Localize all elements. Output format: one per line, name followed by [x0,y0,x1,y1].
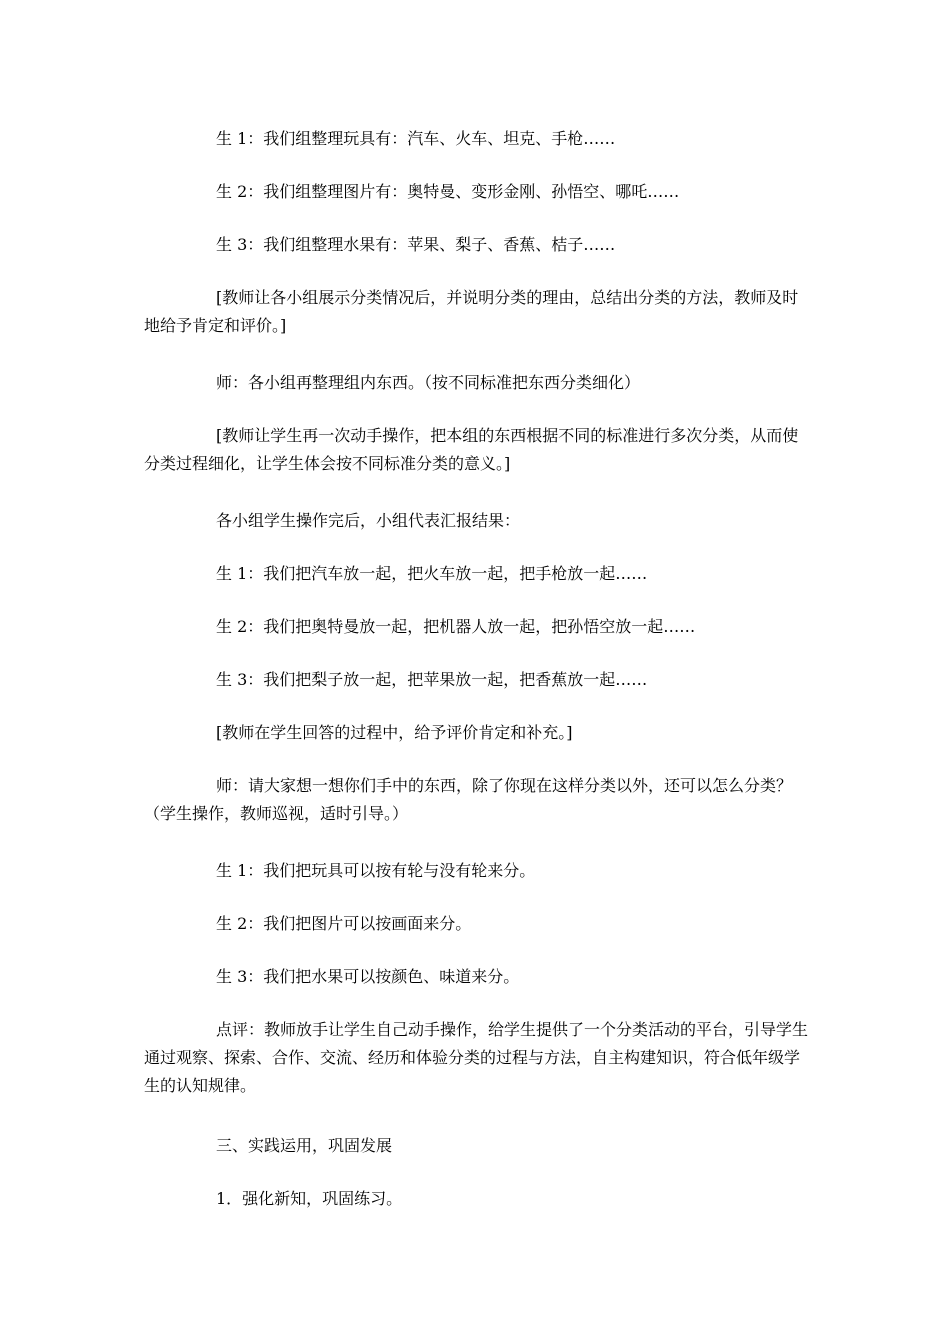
paragraph-student2-grouping: 生 2：我们把奥特曼放一起，把机器人放一起，把孙悟空放一起…… [216,617,696,636]
subsection-heading-reinforce: 1．强化新知，巩固练习。 [216,1189,403,1208]
paragraph-teacher-instruction-1: 师：各小组再整理组内东西。（按不同标准把东西分类细化） [216,373,641,392]
paragraph-student1-criteria: 生 1：我们把玩具可以按有轮与没有轮来分。 [216,861,536,880]
paragraph-teacher-note-3: [教师在学生回答的过程中，给予评价肯定和补充。] [216,723,573,742]
paragraph-student1-grouping: 生 1：我们把汽车放一起，把火车放一起，把手枪放一起…… [216,564,648,583]
paragraph-commentary: 点评：教师放手让学生自己动手操作，给学生提供了一个分类活动的平台，引导学生通过观察、探索、合作、交流、经历和体验分类的过程与方法，自主构建知识，符合低年级学生的认知规律。 [144,1020,809,1095]
paragraph-teacher-question: 师：请大家想一想你们手中的东西，除了你现在这样分类以外，还可以怎么分类？（学生操作，教师巡视，适时引导。） [144,776,793,823]
paragraph-group-report-intro: 各小组学生操作完后，小组代表汇报结果： [216,511,521,530]
paragraph-student2-pictures: 生 2：我们组整理图片有：奥特曼、变形金刚、孙悟空、哪吒…… [216,182,680,201]
paragraph-student3-grouping: 生 3：我们把梨子放一起，把苹果放一起，把香蕉放一起…… [216,670,648,689]
paragraph-teacher-note-1: [教师让各小组展示分类情况后，并说明分类的理由，总结出分类的方法，教师及时地给予肯定和评价。] [144,288,799,335]
paragraph-student3-fruits: 生 3：我们组整理水果有：苹果、梨子、香蕉、桔子…… [216,235,616,254]
paragraph-student1-toys: 生 1：我们组整理玩具有：汽车、火车、坦克、手枪…… [216,129,616,148]
section-heading-practice: 三、实践运用，巩固发展 [216,1136,393,1155]
paragraph-student2-criteria: 生 2：我们把图片可以按画面来分。 [216,914,472,933]
paragraph-teacher-note-2: [教师让学生再一次动手操作，把本组的东西根据不同的标准进行多次分类，从而使分类过程细化，让学生体会按不同标准分类的意义。] [144,426,799,473]
paragraph-student3-criteria: 生 3：我们把水果可以按颜色、味道来分。 [216,967,520,986]
